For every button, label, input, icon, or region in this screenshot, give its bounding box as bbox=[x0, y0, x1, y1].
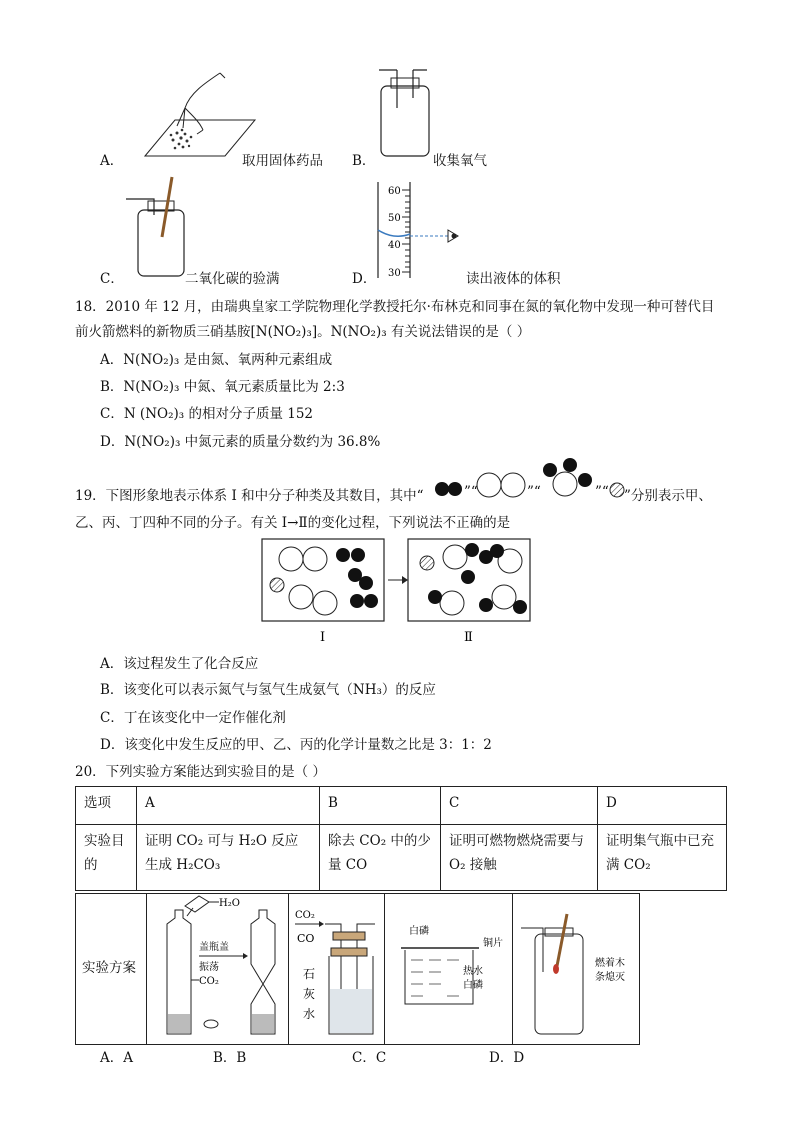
cylinder-tick-label: 60 bbox=[388, 186, 401, 197]
q20-purpose-table bbox=[75, 786, 727, 891]
option-caption: 读出液体的体积 bbox=[466, 271, 561, 287]
plan-a-shake: 振荡 bbox=[199, 962, 219, 973]
q19-option-d: D．该变化中发生反应的甲、乙、丙的化学计量数之比是 3：1：2 bbox=[100, 737, 492, 753]
answer-option-d: D．D bbox=[489, 1050, 525, 1066]
plan-a-cap: 盖瓶盖 bbox=[199, 942, 229, 953]
plan-c-copper: 铜片 bbox=[483, 938, 503, 949]
q19-option-c: C．丁在该变化中一定作催化剂 bbox=[100, 710, 286, 726]
plan-a-h2o: H₂O bbox=[219, 898, 240, 909]
plan-d-note-line2: 条熄灭 bbox=[595, 972, 625, 983]
plan-b-co2: CO₂ bbox=[295, 910, 315, 921]
plan-b-co: CO bbox=[297, 932, 315, 945]
box-label-i: I bbox=[320, 630, 326, 645]
plan-b-liquid-char: 石 bbox=[303, 967, 316, 981]
q20-plan-row bbox=[75, 893, 640, 1045]
plan-b-liquid-char: 灰 bbox=[303, 987, 316, 1001]
table-header-cell: D bbox=[598, 787, 727, 825]
plan-b-cell bbox=[288, 894, 385, 1044]
co2-full-test-illustration bbox=[122, 175, 192, 280]
q19-stem-line2: 乙、丙、丁四种不同的分子。有关 I→Ⅱ的变化过程，下列说法不正确的是 bbox=[75, 515, 511, 531]
box-label-ii: Ⅱ bbox=[464, 630, 473, 645]
cylinder-tick-label: 30 bbox=[388, 268, 401, 279]
q19-stem-line1 bbox=[75, 484, 424, 504]
table-header-cell: 选项 bbox=[76, 787, 137, 825]
q18-option-c: C．N (NO₂)₃ 的相对分子质量 152 bbox=[100, 406, 314, 422]
answer-option-a: A．A bbox=[100, 1050, 133, 1066]
q19-stem-part: ”“ bbox=[527, 484, 541, 500]
table-cell: 除去 CO₂ 中的少量 CO bbox=[320, 825, 441, 891]
molecule-bing-icon bbox=[540, 456, 595, 501]
plan-c-cell bbox=[384, 894, 513, 1044]
q18-option-b: B．N(NO₂)₃ 中氮、氧元素质量比为 2:3 bbox=[100, 379, 345, 395]
plan-a-co2: CO₂ bbox=[199, 976, 219, 987]
table-row-label: 实验目的 bbox=[76, 825, 137, 891]
table-cell: 证明可燃物燃烧需要与 O₂ 接触 bbox=[441, 825, 598, 891]
plan-b-washing-bottle-illustration bbox=[289, 894, 385, 1044]
q18-option-a: A．N(NO₂)₃ 是由氮、氧两种元素组成 bbox=[100, 352, 333, 368]
graduated-cylinder-reading-illustration bbox=[370, 180, 465, 280]
option-caption: 取用固体药品 bbox=[242, 153, 323, 169]
plan-b-liquid-char: 水 bbox=[303, 1007, 316, 1021]
option-letter: A． bbox=[100, 153, 124, 169]
plan-c-white-phosphorus: 白磷 bbox=[409, 926, 429, 937]
q19-option-b: B．该变化可以表示氮气与氢气生成氨气（NH₃）的反应 bbox=[100, 682, 436, 698]
table-header-cell: C bbox=[441, 787, 598, 825]
cylinder-tick-label: 40 bbox=[388, 240, 401, 251]
plan-c-white-phosphorus-2: 白磷 bbox=[463, 980, 483, 991]
table-header-cell: A bbox=[137, 787, 320, 825]
option-caption: 二氧化碳的验满 bbox=[185, 271, 280, 287]
cylinder-tick-label: 50 bbox=[388, 213, 401, 224]
q18-option-d: D．N(NO₂)₃ 中氮元素的质量分数约为 36.8% bbox=[100, 434, 381, 450]
q18-stem-line1: 18．2010 年 12 月，由瑞典皇家工学院物理化学教授托尔·布林克和同事在氮的氧化物中发现一种可替代目 bbox=[75, 299, 715, 315]
gas-collecting-bottle-illustration bbox=[375, 68, 435, 160]
plan-a-bottles-illustration bbox=[147, 894, 289, 1044]
plan-a-cell bbox=[146, 894, 289, 1044]
plan-c-beaker-illustration bbox=[385, 894, 513, 1044]
plan-d-note-line1: 燃着木 bbox=[595, 958, 625, 969]
option-letter: B． bbox=[352, 153, 376, 169]
option-letter: C． bbox=[100, 271, 124, 287]
answer-option-c: C．C bbox=[352, 1050, 387, 1066]
molecule-jia-icon bbox=[432, 479, 467, 499]
q19-stem-part: ”“ bbox=[464, 484, 478, 500]
take-solid-drug-illustration bbox=[125, 68, 260, 163]
q19-stem-part: 19．下图形象地表示体系 I 和中分子种类及其数目，其中“ bbox=[75, 488, 424, 504]
q19-reaction-diagram bbox=[260, 537, 535, 647]
plan-c-hot-water: 热水 bbox=[463, 966, 483, 977]
q20-stem: 20．下列实验方案能达到实验目的是（ ） bbox=[75, 764, 326, 780]
plan-d-gas-bottle-illustration bbox=[513, 894, 640, 1044]
q18-stem-line2: 前火箭燃料的新物质三硝基胺[N(NO₂)₃]。N(NO₂)₃ 有关说法错误的是（ ） bbox=[75, 324, 531, 340]
table-header-cell: B bbox=[320, 787, 441, 825]
q19-stem-part: ”分别表示甲、 bbox=[624, 488, 712, 504]
option-letter: D． bbox=[352, 271, 377, 287]
plan-label: 实验方案 bbox=[82, 960, 136, 976]
q19-option-a: A．该过程发生了化合反应 bbox=[100, 656, 259, 672]
plan-d-cell bbox=[512, 894, 640, 1044]
table-cell: 证明 CO₂ 可与 H₂O 反应生成 H₂CO₃ bbox=[137, 825, 320, 891]
option-caption: 收集氧气 bbox=[433, 153, 487, 169]
q19-stem-part: ”“ bbox=[595, 484, 609, 500]
molecule-yi-icon bbox=[475, 470, 530, 500]
answer-option-b: B．B bbox=[213, 1050, 247, 1066]
table-cell: 证明集气瓶中已充满 CO₂ bbox=[598, 825, 727, 891]
